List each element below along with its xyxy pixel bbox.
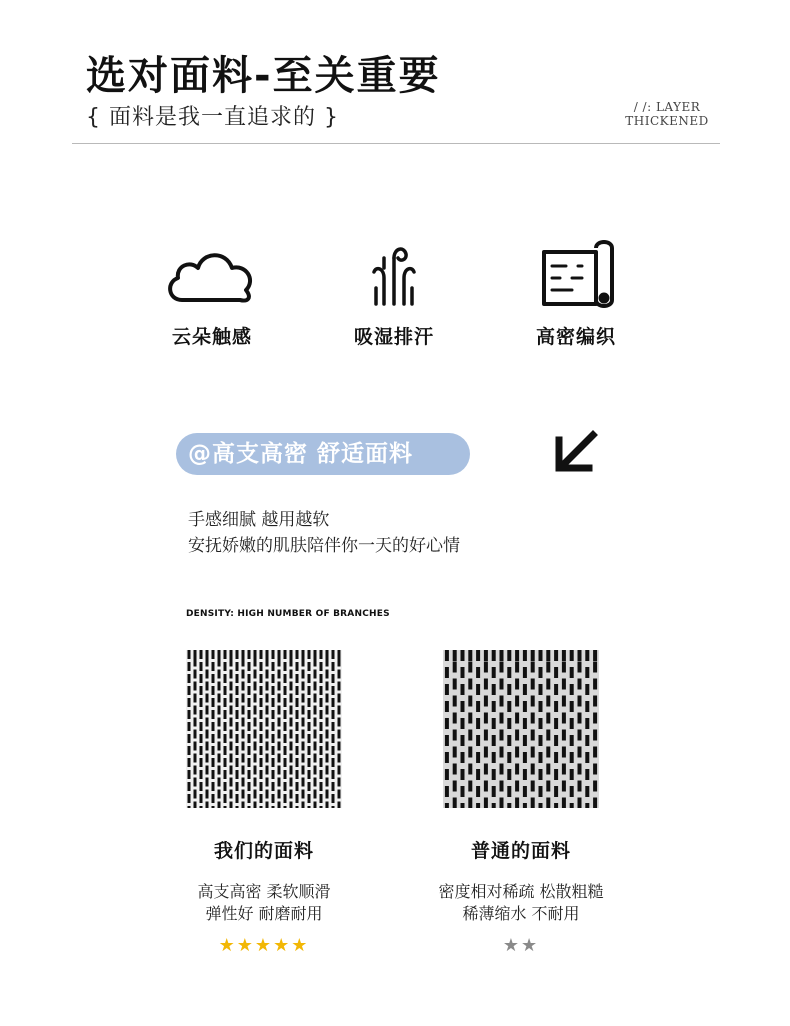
feature-cloud-touch [152,238,272,349]
our-fabric-weave-image [186,650,342,808]
density-caption: DENSITY: HIGH NUMBER OF BRANCHES [186,609,390,619]
page-title: 选对面料-至关重要 [86,53,441,99]
page-subtitle: { 面料是我一直追求的 } [86,105,339,130]
our-fabric-rating [144,935,384,957]
regular-fabric-name: 普通的面料 [470,840,571,862]
feature-moisture-wicking [334,238,454,349]
our-fabric-column [144,836,384,957]
feature-label: 吸湿排汗 [353,326,434,348]
brand-logo-line2: THICKENED [625,114,709,128]
star-icon: ★ [291,935,310,956]
highlight-pill: @高支高密 舒适面料 [176,433,470,475]
arrow-down-left-icon [553,430,599,474]
description-line1: 手感细腻 越用越软 [188,510,330,530]
star-icon: ★ [254,935,274,956]
star-icon: ★ [502,935,521,956]
star-icon: ★ [236,935,255,956]
feature-label: 云朵触感 [171,326,252,348]
brand-logo-line1: / /: LAYER [633,100,701,114]
feature-label: 高密编织 [535,326,616,348]
regular-fabric-line2: 稀薄缩水 不耐用 [462,904,580,923]
our-fabric-name: 我们的面料 [213,840,314,862]
star-icon: ★ [521,935,540,956]
header-divider [72,143,720,144]
our-fabric-line1: 高支高密 柔软顺滑 [197,882,331,901]
description [188,507,460,559]
airflow-icon [334,238,454,312]
star-icon: ★ [273,935,292,956]
regular-fabric-weave-image [443,650,599,808]
regular-fabric-line1: 密度相对稀疏 松散粗糙 [438,882,604,901]
description-line2: 安抚娇嫩的肌肤陪伴你一天的好心情 [188,536,460,556]
our-fabric-line2: 弹性好 耐磨耐用 [205,904,323,923]
fabric-roll-icon [516,238,636,312]
star-icon: ★ [218,935,237,956]
feature-high-density-weave [516,238,636,349]
regular-fabric-column [401,836,641,957]
cloud-icon [152,238,272,312]
brand-logo [622,100,712,128]
regular-fabric-rating [401,935,641,957]
